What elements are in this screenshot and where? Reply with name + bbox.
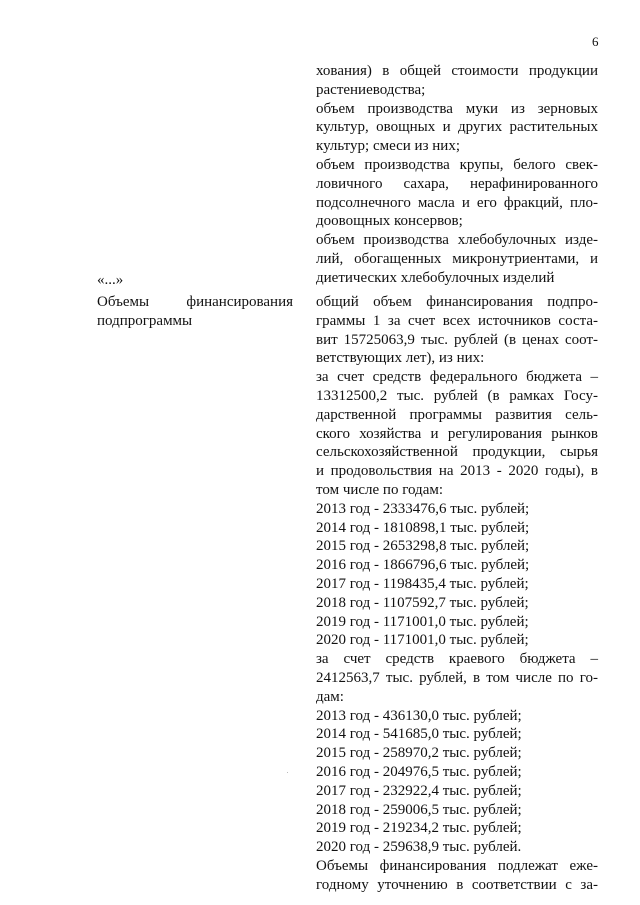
financing-text-block [316, 293, 598, 895]
text-line: 2017 год - 232922,4 тыс. рублей; [316, 782, 522, 799]
text-line: 2014 год - 1810898,1 тыс. рублей; [316, 519, 530, 536]
text-line: объем производства муки из зерновых [316, 100, 598, 117]
text-line: культур, овощных и других растительных [316, 119, 598, 136]
text-line: 2014 год - 541685,0 тыс. рублей; [316, 726, 522, 743]
label-line: подпрограммы [97, 312, 193, 329]
text-line: дарственной программы развития сель- [316, 406, 598, 423]
text-line: Объемы финансирования подлежат еже- [316, 857, 598, 874]
text-line: ского хозяйства и регулирования рынков [316, 425, 598, 442]
text-line: граммы 1 за счет всех источников соста- [316, 312, 598, 329]
text-line: и продовольствия на 2013 - 2020 годы), в [316, 463, 598, 480]
scan-artifact [287, 772, 288, 773]
text-line: диетических хлебобулочных изделий [316, 269, 555, 286]
financing-label [97, 293, 293, 331]
top-text-block [316, 62, 598, 288]
text-line: годному уточнению в соответствии с за- [316, 876, 598, 893]
text-line: 2017 год - 1198435,4 тыс. рублей; [316, 575, 529, 592]
text-line: 2020 год - 259638,9 тыс. рублей. [316, 839, 522, 856]
text-line: 2019 год - 219234,2 тыс. рублей; [316, 820, 522, 837]
text-line: общий объем финансирования подпро- [316, 294, 598, 310]
ellipsis-marker: «...» [97, 272, 124, 288]
text-line: растениеводства; [316, 81, 426, 98]
text-line: том числе по годам: [316, 481, 444, 498]
text-line: 13312500,2 тыс. рублей (в рамках Госу- [316, 387, 598, 404]
text-line: ветствующих лет), из них: [316, 350, 485, 367]
text-line: 2020 год - 1171001,0 тыс. рублей; [316, 632, 529, 649]
text-line: 2015 год - 258970,2 тыс. рублей; [316, 745, 522, 762]
text-line: 2016 год - 204976,5 тыс. рублей; [316, 763, 522, 780]
text-line: дам: [316, 688, 344, 705]
label-line: Объемы финансирования [97, 294, 293, 310]
text-line: сельскохозяйственной продукции, сырья [316, 444, 598, 461]
text-line: 2018 год - 1107592,7 тыс. рублей; [316, 594, 529, 611]
text-line: 2015 год - 2653298,8 тыс. рублей; [316, 538, 530, 555]
text-line: объем производства хлебобулочных изде- [316, 232, 598, 249]
text-line: объем производства крупы, белого свек- [316, 156, 598, 173]
text-line: культур; смеси из них; [316, 138, 460, 155]
text-line: доовощных консервов; [316, 213, 463, 230]
text-line: вит 15725063,9 тыс. рублей (в ценах соот- [316, 331, 598, 348]
text-line: 2016 год - 1866796,6 тыс. рублей; [316, 557, 530, 574]
text-line: за счет средств краевого бюджета – [316, 651, 598, 668]
text-line: 2013 год - 2333476,6 тыс. рублей; [316, 500, 530, 517]
text-line: подсолнечного масла и его фракций, пло- [316, 194, 598, 211]
page-number: 6 [592, 34, 599, 49]
text-line: 2412563,7 тыс. рублей, в том числе по го- [316, 669, 598, 686]
text-line: лий, обогащенных микронутриентами, и [316, 250, 598, 267]
text-line: хования) в общей стоимости продукции [316, 63, 598, 79]
text-line: за счет средств федерального бюджета – [316, 369, 598, 386]
text-line: 2018 год - 259006,5 тыс. рублей; [316, 801, 522, 818]
text-line: ловичного сахара, нерафинированного [316, 175, 598, 192]
text-line: 2013 год - 436130,0 тыс. рублей; [316, 707, 522, 724]
text-line: 2019 год - 1171001,0 тыс. рублей; [316, 613, 529, 630]
